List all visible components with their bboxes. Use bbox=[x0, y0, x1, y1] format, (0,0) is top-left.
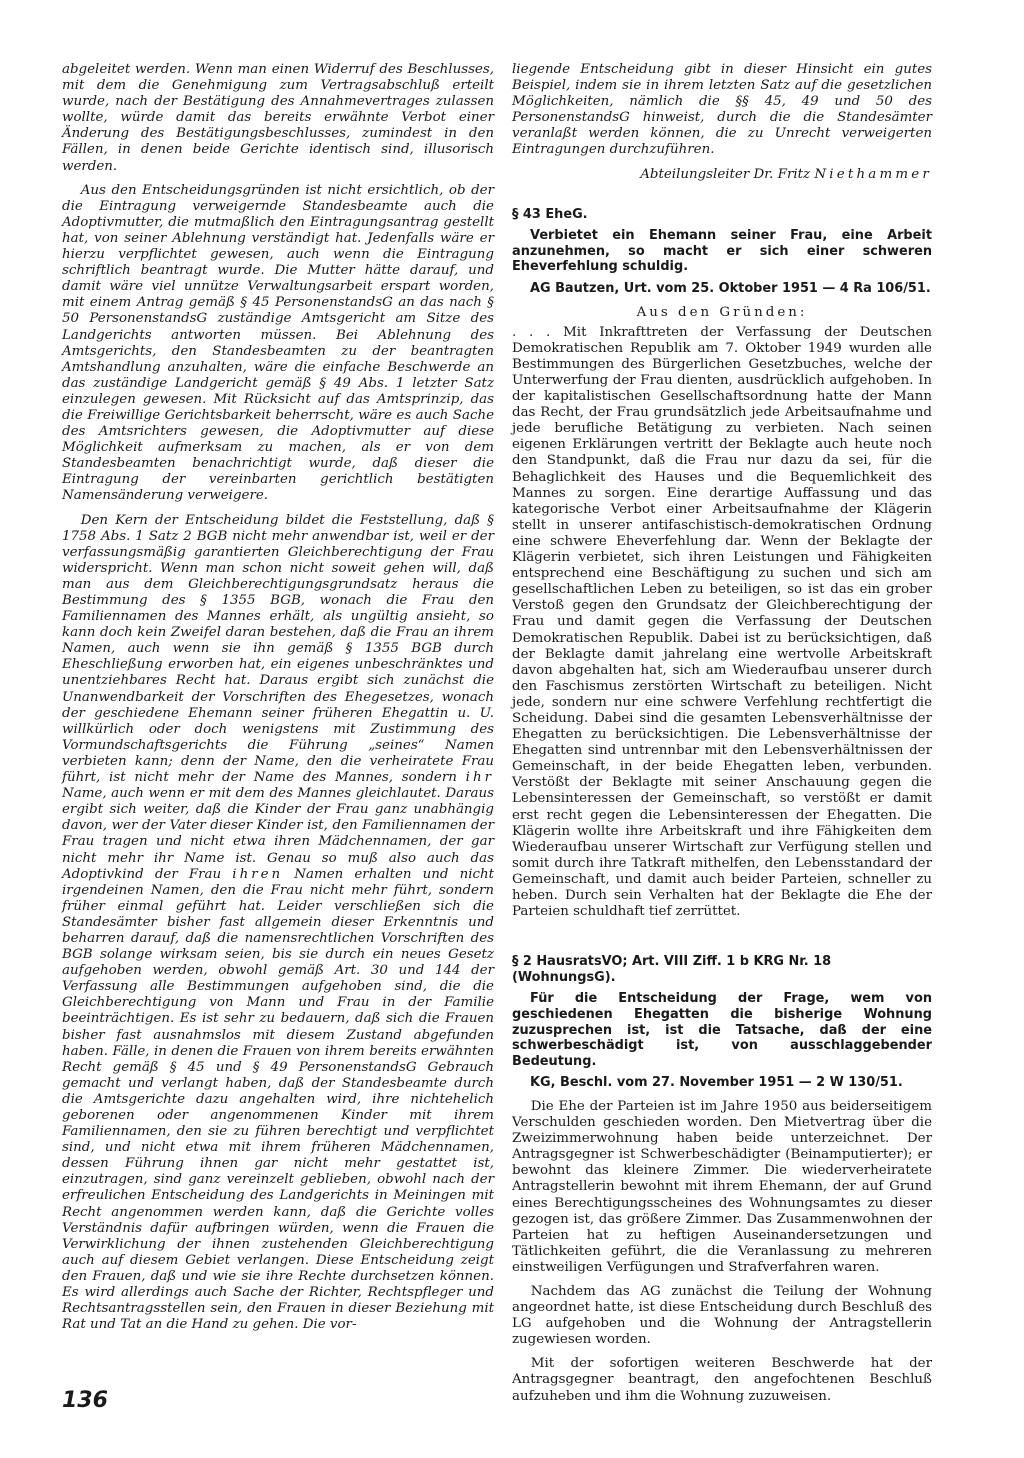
author-role: Abteilungsleiter Dr. Fritz bbox=[640, 166, 811, 182]
case-1-headnote: Verbietet ein Ehemann seiner Frau, eine Arbeit anzunehmen, so macht er sich einer schweren Eheverfehlung schuldig. bbox=[512, 228, 932, 275]
left-paragraph-3 bbox=[62, 513, 494, 1334]
left-paragraph-3-part-c: Name, auch wenn er mit dem des Mannes gleichlautet. Daraus ergibt sich weiter, daß die Kinder der Frau ganz unabhängig davon, wer der Vater dieser Kinder ist, den Familiennamen der Frau tragen und nicht etwa ihren Mädchennamen, der gar nicht mehr ihr Name ist. Genau so muß also auch das Adoptivkind der Frau bbox=[62, 786, 494, 882]
case-1-grounds-heading: Aus den Gründen: bbox=[636, 304, 808, 320]
case-2-heading: § 2 HausratsVO; Art. VIII Ziff. 1 b KRG Nr. 18 (WohnungsG). bbox=[512, 954, 832, 985]
left-column bbox=[62, 62, 494, 1341]
section-spacer bbox=[512, 928, 932, 954]
case-2-paragraph-2: Nachdem das AG zunächst die Teilung der Wohnung angeordnet hatte, ist diese Entscheidung durch Beschluß des LG aufgehoben und die Wohnung der Antragstellerin zugewiesen worden. bbox=[512, 1283, 932, 1348]
author-name: Niethammer bbox=[814, 166, 932, 182]
emphasis-ihren: ihren bbox=[232, 866, 284, 882]
right-paragraph-1: liegende Entscheidung gibt in dieser Hinsicht ein gutes Beispiel, indem sie in ihrem letzten Satz auf die gesetzlichen Möglichkeiten, nämlich die §§ 45, 49 und 50 des PersonenstandsG hinweist, durch die die Standesämter veranlaßt werden können, die zu Unrecht verweigerten Eintragungen durchzuführen. bbox=[512, 62, 932, 158]
page-number: 136 bbox=[62, 1388, 108, 1413]
case-2-paragraph-3: Mit der sofortigen weiteren Beschwerde hat der Antragsgegner beantragt, den angefochtenen Beschluß aufzuheben und ihm die Wohnung zuzuweisen. bbox=[512, 1356, 932, 1404]
right-column bbox=[512, 62, 932, 1413]
left-paragraph-2: Aus den Entscheidungsgründen ist nicht ersichtlich, ob der die Eintragung verweigernde Standesbeamte auch die Adoptivmutter, die mutmaßlich den Eintragungsantrag gestellt hat, von seiner Ablehnung verständigt hat. Jedenfalls wäre er hierzu verpflichtet gewesen, auch wenn die Eintragung schriftlich beantragt wurde. Die Mutter hätte darauf, und damit wäre viel unnütze Verwaltungsarbeit erspart worden, mit einem Antrag gemäß § 45 PersonenstandsG an das nach § 50 PersonenstandsG zuständige Amtsgericht am Sitze des Landgerichts antworten müssen. Bei Ablehnung des Amtsgerichts, den Standesbeamten zu der beantragten Amtshandlung anzuhalten, wäre die einfache Beschwerde an das zuständige Landgericht gemäß § 49 Abs. 1 letzter Satz einzulegen gewesen. Mit Rücksicht auf das Amtsprinzip, das die Freiwillige Gerichtsbarkeit beherrscht, wäre es auch Sache des Amtsrichters gewesen, die Adoptivmutter auf diese Möglichkeit aufmerksam zu machen, als er von dem Standesbeamten benachrichtigt wurde, daß dieser die Eintragung der vereinbarten gerichtlich bestätigten Namensänderung verweigere. bbox=[62, 182, 494, 504]
author-signature bbox=[512, 167, 932, 183]
case-1-court-citation: AG Bautzen, Urt. vom 25. Oktober 1951 — 4 Ra 106/51. bbox=[530, 281, 931, 297]
case-2-court-citation: KG, Beschl. vom 27. November 1951 — 2 W 130/51. bbox=[530, 1075, 903, 1091]
case-1-text: . . . Mit Inkrafttreten der Verfassung der Deutschen Demokratischen Republik am 7. Oktober 1949 wurden alle Bestimmungen des Bürgerlichen Gesetzbuches, welche der Unterwerfung der Frau dienten, ausdrücklich aufgehoben. In der kapitalistischen Gesellschaftsordnung hatte der Mann das Recht, der Frau grundsätzlich jede Arbeitsaufnahme und jede berufliche Betätigung zu verbieten. Nach seinen eigenen Erklärungen vertritt der Beklagte auch heute noch den Standpunkt, daß die Frau nur dazu da sei, für die Behaglichkeit des Hauses und die Bequemlichkeit des Mannes zu sorgen. Eine derartige Auffassung und das kategorische Verbot einer Arbeitsaufnahme der Klägerin stellt in unserer antifaschistisch-demokratischen Ordnung eine schwere Eheverfehlung dar. Wenn der Beklagte der Klägerin verbietet, sich ihren Leistungen und Fähigkeiten entsprechend eine Beschäftigung zu suchen und sich am gesellschaftlichen Leben zu beteiligen, so ist das ein grober Verstoß gegen den Grundsatz der Gleichberechtigung der Frau und damit gegen die Verfassung der Deutschen Demokratischen Republik. Dabei ist zu berücksichtigen, daß der Beklagte damit jahrelang eine wertvolle Arbeitskraft davon abgehalten hat, sich am Wiederaufbau unserer durch den Faschismus zerstörten Wirtschaft zu beteiligen. Nicht jede, sondern nur eine schwere Verfehlung rechtfertigt die Scheidung. Dabei sind die gesamten Lebensverhältnisse der Ehegatten zu berücksichtigen. Die Lebensverhältnisse der Ehegatten sind untrennbar mit den Lebensverhältnissen der Gemeinschaft, in der beide Ehegatten leben, verbunden. Verstößt der Beklagte mit seiner Anschauung gegen die Lebensinteressen der Gemeinschaft, so verstößt er damit erst recht gegen die Lebensinteressen der Ehegatten. Die Klägerin wollte ihre Arbeitskraft und ihre Fähigkeiten dem Wiederaufbau unserer Wirtschaft zur Verfügung stellen und somit durch ihre Tatkraft mithelfen, den Lebensstandard der Gemeinschaft, und damit auch beider Parteien, schneller zu heben. Durch sein Verhalten hat der Beklagte die Ehe der Parteien schuldhaft tief zerrüttet. bbox=[512, 324, 932, 920]
case-2-headnote: Für die Entscheidung der Frage, wem von geschiedenen Ehegatten die bisherige Wohnung zuzusprechen ist, ist die Tatsache, daß der eine schwerbeschädigt ist, von ausschlaggebender Bedeutung. bbox=[512, 991, 932, 1069]
left-paragraph-3-part-a: Den Kern der Entscheidung bildet die Feststellung, daß § 1758 Abs. 1 Satz 2 BGB nicht mehr anwendbar ist, weil er der verfassungsmäßig garantierten Gleichberechtigung der Frau widerspricht. Wenn man schon nicht soweit gehen will, daß man aus dem Gleichberechtigungsgrundsatz heraus die Bestimmung des § 1355 BGB, wonach die Frau den Familiennamen des Mannes erhält, als ungültig ansieht, so kann doch kein Zweifel daran bestehen, daß die Frau an ihrem Namen, auch wenn sie ihn gemäß § 1355 BGB durch Eheschließung erworben hat, ein eigenes unbeschränktes und unentziehbares Recht hat. Daraus ergibt sich zunächst die Unanwendbarkeit der Vorschriften des Ehegesetzes, wonach der geschiedene Ehemann seiner früheren Ehegattin u. U. willkürlich oder doch wenigstens mit Zustimmung des Vormundschaftsgerichts die Führung „seines“ Namen verbieten kann; denn der Name, den die verheiratete Frau führt, ist nicht mehr der Name des Mannes, sondern bbox=[62, 512, 494, 786]
emphasis-ihr: ihr bbox=[465, 770, 494, 786]
left-paragraph-3-part-e: Namen erhalten und nicht irgendeinen Namen, den die Frau nicht mehr führt, sondern früher einmal geführt hat. Leider verschließen sich die Standesämter bisher fast allgemein dieser Erkenntnis und beharren darauf, daß die namensrechtlichen Vorschriften des BGB solange wirksam seien, bis sie durch ein neues Gesetz aufgehoben werden, obwohl gemäß Art. 30 und 144 der Verfassung alle Bestimmungen aufgehoben sind, die die Gleichberechtigung von Mann und Frau in der Familie beeinträchtigen. Es ist sehr zu bedauern, daß sich die Frauen bisher fast ausnahmslos mit diesem Zustand abgefunden haben. Fälle, in denen die Frauen von ihrem bereits erwähnten Recht gemäß § 45 und § 49 PersonenstandsG Gebrauch gemacht und verlangt haben, daß der Standesbeamte durch die Amtsgerichte dazu angehalten wird, ihre nichtehelich geborenen oder angenommenen Kinder mit ihrem Familiennamen, den sie zu führen berechtigt und verpflichtet sind, und nicht etwa mit ihrem früheren Mädchennamen, dessen Führung ihnen gar nicht mehr gestattet ist, einzutragen, sind ganz vereinzelt geblieben, obwohl nach der erfreulichen Entscheidung des Landgerichts in Meiningen mit Recht angenommen werden kann, daß die Gerichte volles Verständnis dafür aufbringen würden, wenn die Frauen die Verwirklichung der ihnen zustehenden Gleichberechtigung auch auf diesem Gebiet verlangen. Diese Entscheidung zeigt den Frauen, daß und wie sie ihre Rechte durchsetzen können. Es wird allerdings auch Sache der Richter, Rechtspfleger und Rechtsantragsstellen sein, den Frauen in dieser Beziehung mit Rat und Tat an die Hand zu gehen. Die vor- bbox=[62, 866, 495, 1333]
case-1-heading: § 43 EheG. bbox=[512, 206, 588, 222]
case-2-paragraph-1: Die Ehe der Parteien ist im Jahre 1950 aus beiderseitigem Verschulden geschieden worden. Den Mietvertrag über die Zweizimmerwohnung haben beide unterzeichnet. Der Antragsgegner ist Schwerbeschädigter (Beinamputierter); er bewohnt das kleinere Zimmer. Die wiederverheiratete Antragstellerin bewohnt mit ihrem Ehemann, der auf Grund eines Berechtigungsscheines des Wohnungsamtes zu dieser gezogen ist, das größere Zimmer. Das Zusammenwohnen der Parteien hat zu heftigen Auseinandersetzungen und Tätlichkeiten geführt, die die Veranlassung zu mehreren einstweiligen Verfügungen und Strafverfahren waren. bbox=[512, 1098, 932, 1275]
left-paragraph-1: abgeleitet werden. Wenn man einen Widerruf des Beschlusses, mit dem die Genehmigung zum Vertragsabschluß erteilt wurde, nach der Bestätigung des Annahmevertrages zulassen wollte, würde damit das bereits erwähnte Verbot einer Änderung des Bestätigungsbeschlusses, zumindest in den Fällen, in denen beide Gerichte identisch sind, illusorisch werden. bbox=[62, 62, 494, 174]
